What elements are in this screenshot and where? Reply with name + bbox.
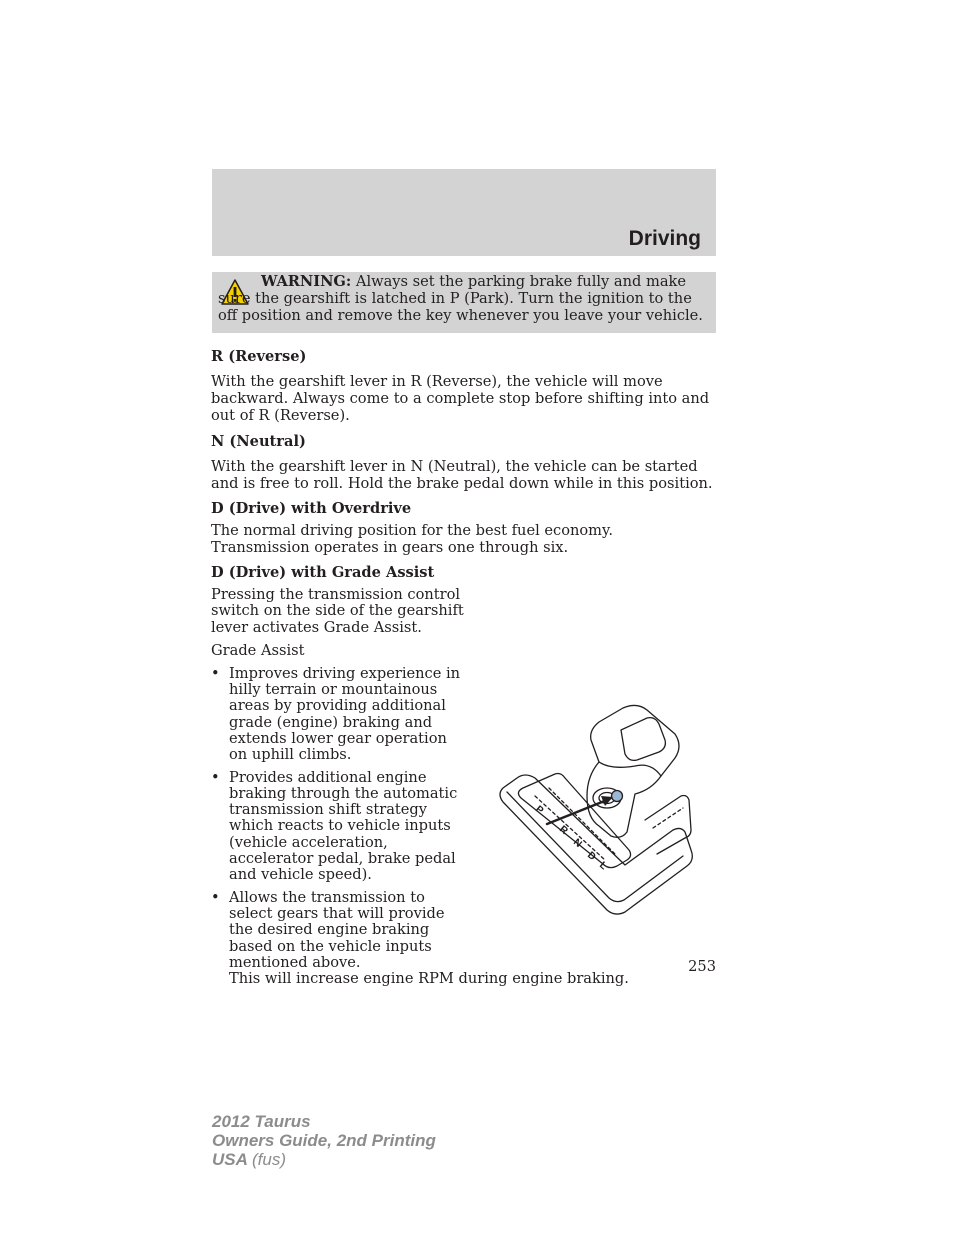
warning-label: WARNING: <box>261 273 352 290</box>
section-header-band <box>212 169 716 256</box>
bullet-text-continuation: This will increase engine RPM during engine braking. <box>229 970 629 988</box>
paragraph-grade-assist: Pressing the transmission control switch on the side of the gearshift lever activates Grade Assist. <box>211 585 464 637</box>
warning-text <box>218 274 708 324</box>
warning-message: Always set the parking brake fully and make sure the gearshift is latched in P (Park). Turn the ignition to the off position and remove the key whenever you leave your vehicle. <box>218 273 703 324</box>
footer-code: (fus) <box>252 1150 286 1169</box>
bullet-text: Provides additional engine braking through the automatic transmission shift strategy which reacts to vehicle inputs (vehicle acceleration, accelerator pedal, brake pedal and vehicle speed). <box>229 768 458 884</box>
footer-model: 2012 Taurus <box>212 1112 311 1131</box>
paragraph-drive-overdrive: The normal driving position for the best fuel economy. Transmission operates in gears one through six. <box>211 521 613 556</box>
footer-market <box>212 1150 436 1169</box>
paragraph-neutral: With the gearshift lever in N (Neutral), the vehicle can be started and is free to roll. Hold the brake pedal down while in this position. <box>211 458 713 493</box>
gear-label-d: D <box>585 849 598 863</box>
warning-box <box>212 272 716 333</box>
bullet-text: Improves driving experience in hilly terrain or mountainous areas by providing additional grade (engine) braking and extends lower gear operation on uphill climbs. <box>229 664 461 764</box>
bullet-text: Allows the transmission to select gears that will provide the desired engine braking based on the vehicle inputs mentioned above. <box>229 888 445 971</box>
gear-label-r: R <box>557 823 570 837</box>
heading-reverse: R (Reverse) <box>211 348 307 365</box>
footer-edition: Owners Guide, 2nd Printing <box>212 1131 436 1150</box>
bullet-dot: • <box>211 768 220 786</box>
bullet-dot: • <box>211 664 220 682</box>
paragraph-reverse: With the gearshift lever in R (Reverse), the vehicle will move backward. Always come to a complete stop before shifting into and out of R (Reverse). <box>211 373 710 424</box>
grade-assist-intro: Grade Assist <box>211 641 305 659</box>
gear-label-l: L <box>597 859 609 873</box>
footer-country: USA <box>212 1150 248 1169</box>
list-item <box>211 770 467 884</box>
gearshift-illustration <box>495 700 700 920</box>
page-number: 253 <box>688 958 716 975</box>
heading-drive-grade-assist: D (Drive) with Grade Assist <box>211 563 435 581</box>
list-item <box>211 666 467 764</box>
section-title: Driving <box>628 227 701 250</box>
bullet-dot: • <box>211 888 220 906</box>
heading-neutral: N (Neutral) <box>211 433 306 451</box>
heading-drive-overdrive: D (Drive) with Overdrive <box>211 499 412 517</box>
gear-label-n: N <box>571 836 584 850</box>
footer <box>212 1112 436 1169</box>
gear-label-p: P <box>533 803 546 817</box>
